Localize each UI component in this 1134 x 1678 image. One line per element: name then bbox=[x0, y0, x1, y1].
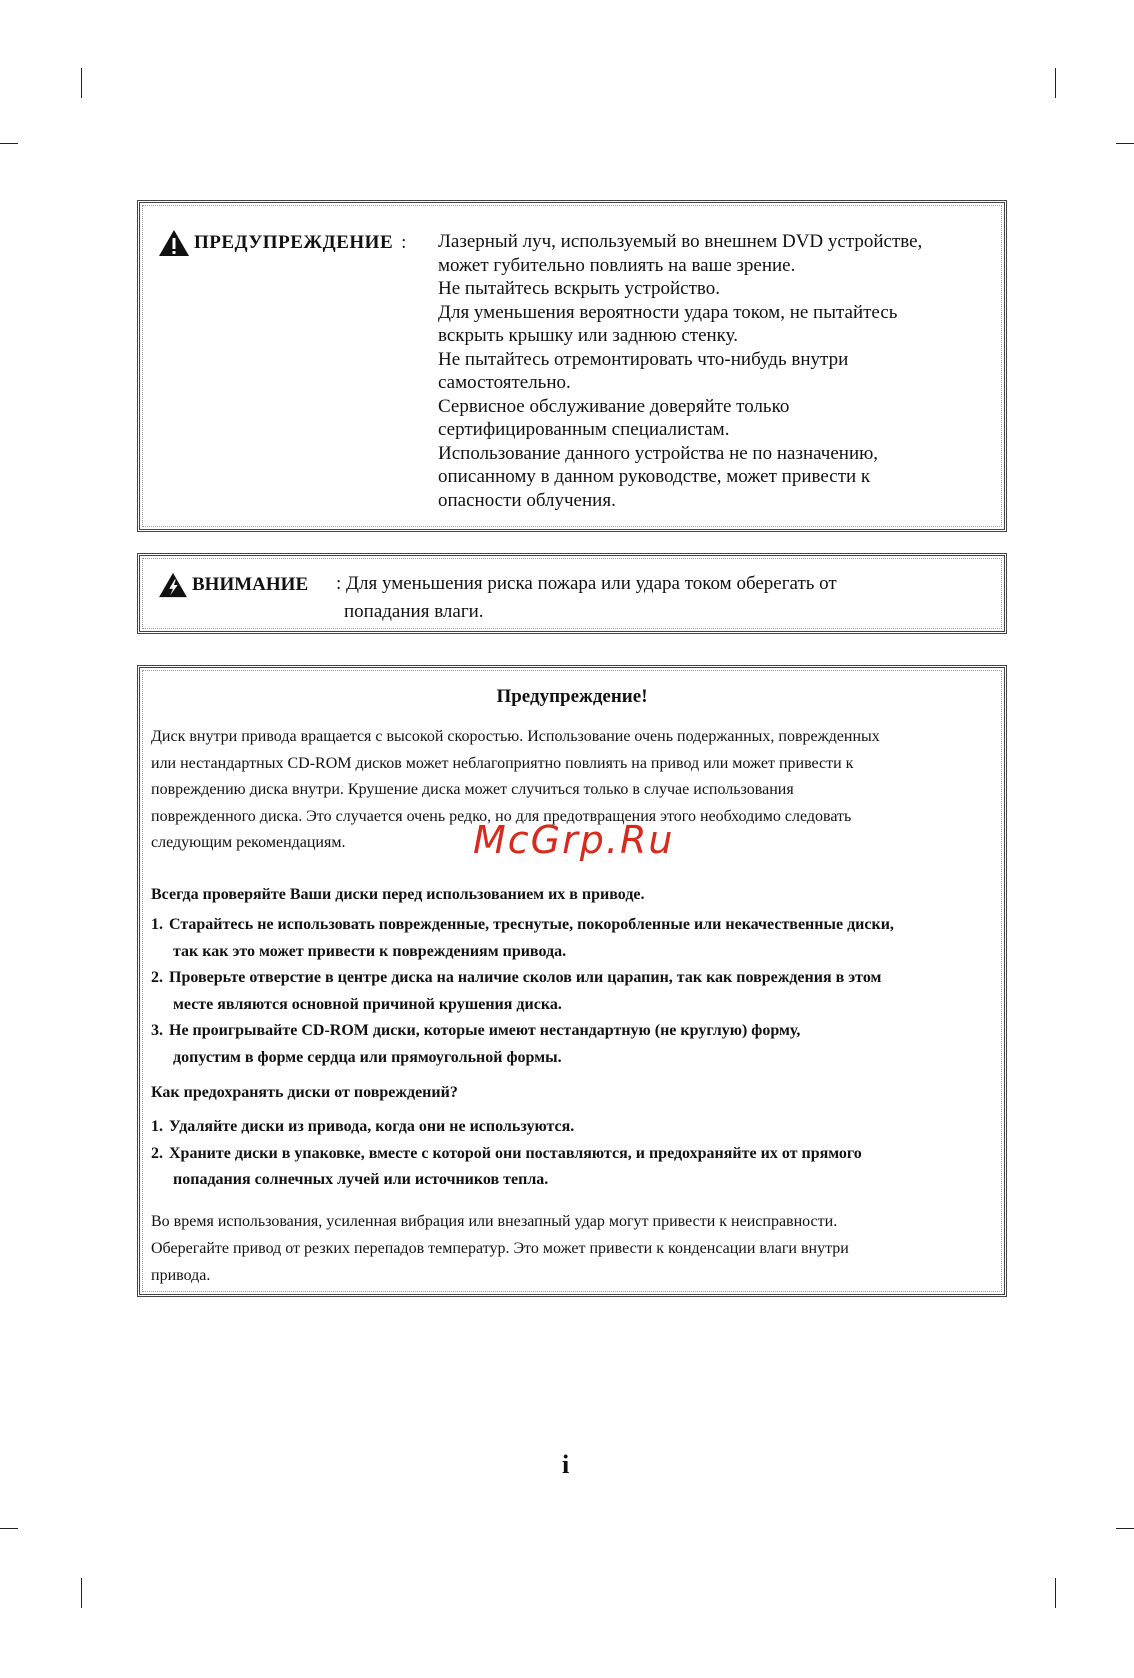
warning-line: самостоятельно. bbox=[438, 372, 571, 393]
warning-line: вскрыть крышку или заднюю стенку. bbox=[438, 325, 738, 346]
intro-line: поврежденного диска. Это случается очень редко, но для предотвращения этого необходимо следовать bbox=[151, 807, 852, 825]
list-item bbox=[151, 965, 1001, 1018]
warning-text bbox=[438, 230, 998, 512]
laser-warning-box bbox=[137, 200, 1007, 532]
disc-precaution-box bbox=[137, 665, 1007, 1297]
attention-title: ВНИМАНИЕ bbox=[192, 574, 309, 595]
attention-box bbox=[137, 553, 1007, 634]
crop-mark bbox=[1116, 143, 1134, 144]
list-number: 1. bbox=[151, 916, 163, 933]
list-line: Проверьте отверстие в центре диска на наличие сколов или царапин, так как повреждения в этом bbox=[169, 969, 882, 986]
warning-line: описанному в данном руководстве, может привести к bbox=[438, 466, 871, 487]
intro-line: Диск внутри привода вращается с высокой скоростью. Использование очень подержанных, поврежденных bbox=[151, 728, 880, 745]
warning-line: Не пытайтесь отремонтировать что-нибудь внутри bbox=[438, 348, 849, 370]
attention-line: : Для уменьшения риска пожара или удара током оберегать от bbox=[336, 573, 837, 594]
warning-line: сертифицированным специалистам. bbox=[438, 419, 730, 440]
warning-line: Лазерный луч, используемый во внешнем DVD устройстве, bbox=[438, 231, 923, 252]
list-line: месте являются основной причиной крушения диска. bbox=[173, 995, 562, 1013]
warning-heading bbox=[158, 229, 406, 257]
intro-line: повреждению диска внутри. Крушение диска может случиться только в случае использования bbox=[151, 781, 794, 798]
list-item bbox=[151, 1141, 1001, 1194]
outro-line: привода. bbox=[151, 1267, 211, 1284]
crop-mark bbox=[1116, 1528, 1134, 1529]
outro-line: Во время использования, усиленная вибрация или внезапный удар могут привести к неисправности. bbox=[151, 1213, 838, 1230]
list-item bbox=[151, 1018, 1001, 1071]
warning-line: опасности облучения. bbox=[438, 489, 616, 511]
list-item bbox=[151, 1114, 1001, 1141]
crop-mark bbox=[1055, 1578, 1056, 1608]
intro-line: следующим рекомендациям. bbox=[151, 834, 346, 851]
intro-line: или нестандартных CD-ROM дисков может неблагоприятно повлиять на привод или может привести к bbox=[151, 754, 854, 772]
warning-title: ПРЕДУПРЕЖДЕНИЕ bbox=[194, 232, 394, 253]
list-line: Не проигрывайте CD-ROM диски, которые имеют нестандартную (не круглую) форму, bbox=[169, 1022, 801, 1039]
page-number: i bbox=[562, 1450, 570, 1479]
check-list bbox=[151, 912, 1001, 1071]
crop-mark bbox=[81, 68, 82, 98]
list-line: допустим в форме сердца или прямоугольной формы. bbox=[173, 1048, 562, 1066]
warning-line: Не пытайтесь вскрыть устройство. bbox=[438, 278, 721, 299]
list-line: Старайтесь не использовать поврежденные, треснутые, покоробленные или некачественные диски, bbox=[169, 916, 894, 933]
watermark: McGrp.Ru bbox=[473, 818, 675, 862]
attention-heading bbox=[158, 572, 308, 598]
warning-triangle-icon bbox=[158, 229, 190, 257]
list-line: так как это может привести к повреждениям привода. bbox=[173, 942, 567, 960]
crop-mark bbox=[0, 1528, 18, 1529]
warning-separator: : bbox=[401, 232, 407, 253]
list-number: 1. bbox=[151, 1118, 163, 1135]
list-line: попадания солнечных лучей или источников тепла. bbox=[173, 1171, 549, 1188]
attention-line: попадания влаги. bbox=[344, 601, 484, 622]
precaution-outro bbox=[151, 1208, 1001, 1289]
protect-heading: Как предохранять диски от повреждений? bbox=[151, 1084, 458, 1101]
list-number: 2. bbox=[151, 969, 163, 986]
warning-line: может губительно повлиять на ваше зрение. bbox=[438, 254, 796, 276]
crop-mark bbox=[1055, 68, 1056, 98]
list-number: 3. bbox=[151, 1022, 163, 1039]
check-heading: Всегда проверяйте Ваши диски перед использованием их в приводе. bbox=[151, 886, 645, 903]
crop-mark bbox=[0, 143, 18, 144]
list-line: Храните диски в упаковке, вместе с которой они поставляются, и предохраняйте их от прямого bbox=[169, 1144, 862, 1162]
warning-line: Сервисное обслуживание доверяйте только bbox=[438, 395, 790, 417]
list-item bbox=[151, 912, 1001, 965]
outro-line: Оберегайте привод от резких перепадов температур. Это может привести к конденсации влаги внутри bbox=[151, 1240, 849, 1257]
protect-list bbox=[151, 1114, 1001, 1194]
list-line: Удаляйте диски из привода, когда они не используются. bbox=[169, 1118, 575, 1135]
precaution-title: Предупреждение! bbox=[496, 686, 648, 707]
warning-triangle-icon bbox=[158, 572, 188, 598]
list-number: 2. bbox=[151, 1144, 163, 1162]
crop-mark bbox=[81, 1578, 82, 1608]
warning-line: Для уменьшения вероятности удара током, не пытайтесь bbox=[438, 301, 898, 323]
warning-line: Использование данного устройства не по назначению, bbox=[438, 442, 879, 464]
